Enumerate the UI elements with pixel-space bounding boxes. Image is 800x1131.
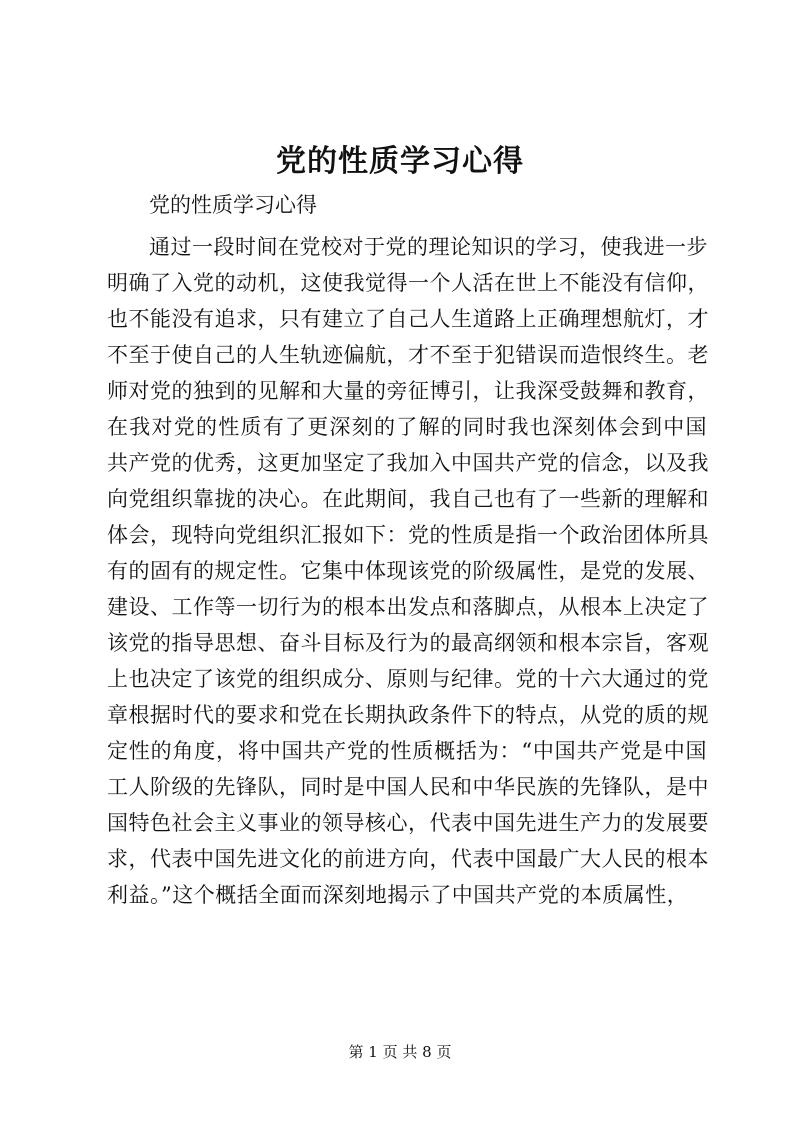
body-line: 也不能没有追求，只有建立了自己人生道路上正确理想航灯，才	[107, 307, 709, 331]
document-body	[107, 229, 707, 913]
body-line: 通过一段时间在党校对于党的理论知识的学习，使我进一步	[149, 235, 708, 259]
body-line: 求，代表中国先进文化的前进方向，代表中国最广大人民的根本	[107, 847, 709, 871]
body-line: 共产党的优秀，这更加坚定了我加入中国共产党的信念，以及我	[107, 451, 709, 475]
body-line: 有的固有的规定性。它集中体现该党的阶级属性，是党的发展、	[107, 559, 709, 583]
document-subtitle: 党的性质学习心得	[149, 193, 317, 217]
body-line: 在我对党的性质有了更深刻的了解的同时我也深刻体会到中国	[107, 415, 707, 439]
body-line: 明确了入党的动机，这使我觉得一个人活在世上不能没有信仰，	[107, 271, 709, 295]
page-footer: 第 1 页 共 8 页	[348, 1043, 452, 1061]
body-line: 国特色社会主义事业的领导核心，代表中国先进生产力的发展要	[107, 811, 709, 835]
body-line: 体会，现特向党组织汇报如下：党的性质是指一个政治团体所具	[107, 523, 709, 547]
body-line: 利益。”这个概括全面而深刻地揭示了中国共产党的本质属性，	[107, 883, 689, 907]
body-line: 上也决定了该党的组织成分、原则与纪律。党的十六大通过的党	[107, 667, 709, 691]
body-line: 建设、工作等一切行为的根本出发点和落脚点，从根本上决定了	[107, 595, 709, 619]
body-line: 工人阶级的先锋队，同时是中国人民和中华民族的先锋队，是中	[107, 775, 709, 799]
document-title: 党的性质学习心得	[276, 144, 524, 179]
body-line: 不至于使自己的人生轨迹偏航，才不至于犯错误而造恨终生。老	[107, 343, 709, 367]
body-line: 章根据时代的要求和党在长期执政条件下的特点，从党的质的规	[107, 703, 709, 727]
body-line: 定性的角度，将中国共产党的性质概括为：“中国共产党是中国	[107, 739, 707, 763]
body-line: 该党的指导思想、奋斗目标及行为的最高纲领和根本宗旨，客观	[107, 631, 709, 655]
body-line: 师对党的独到的见解和大量的旁征博引，让我深受鼓舞和教育，	[107, 379, 709, 403]
body-line: 向党组织靠拢的决心。在此期间，我自己也有了一些新的理解和	[107, 487, 709, 511]
